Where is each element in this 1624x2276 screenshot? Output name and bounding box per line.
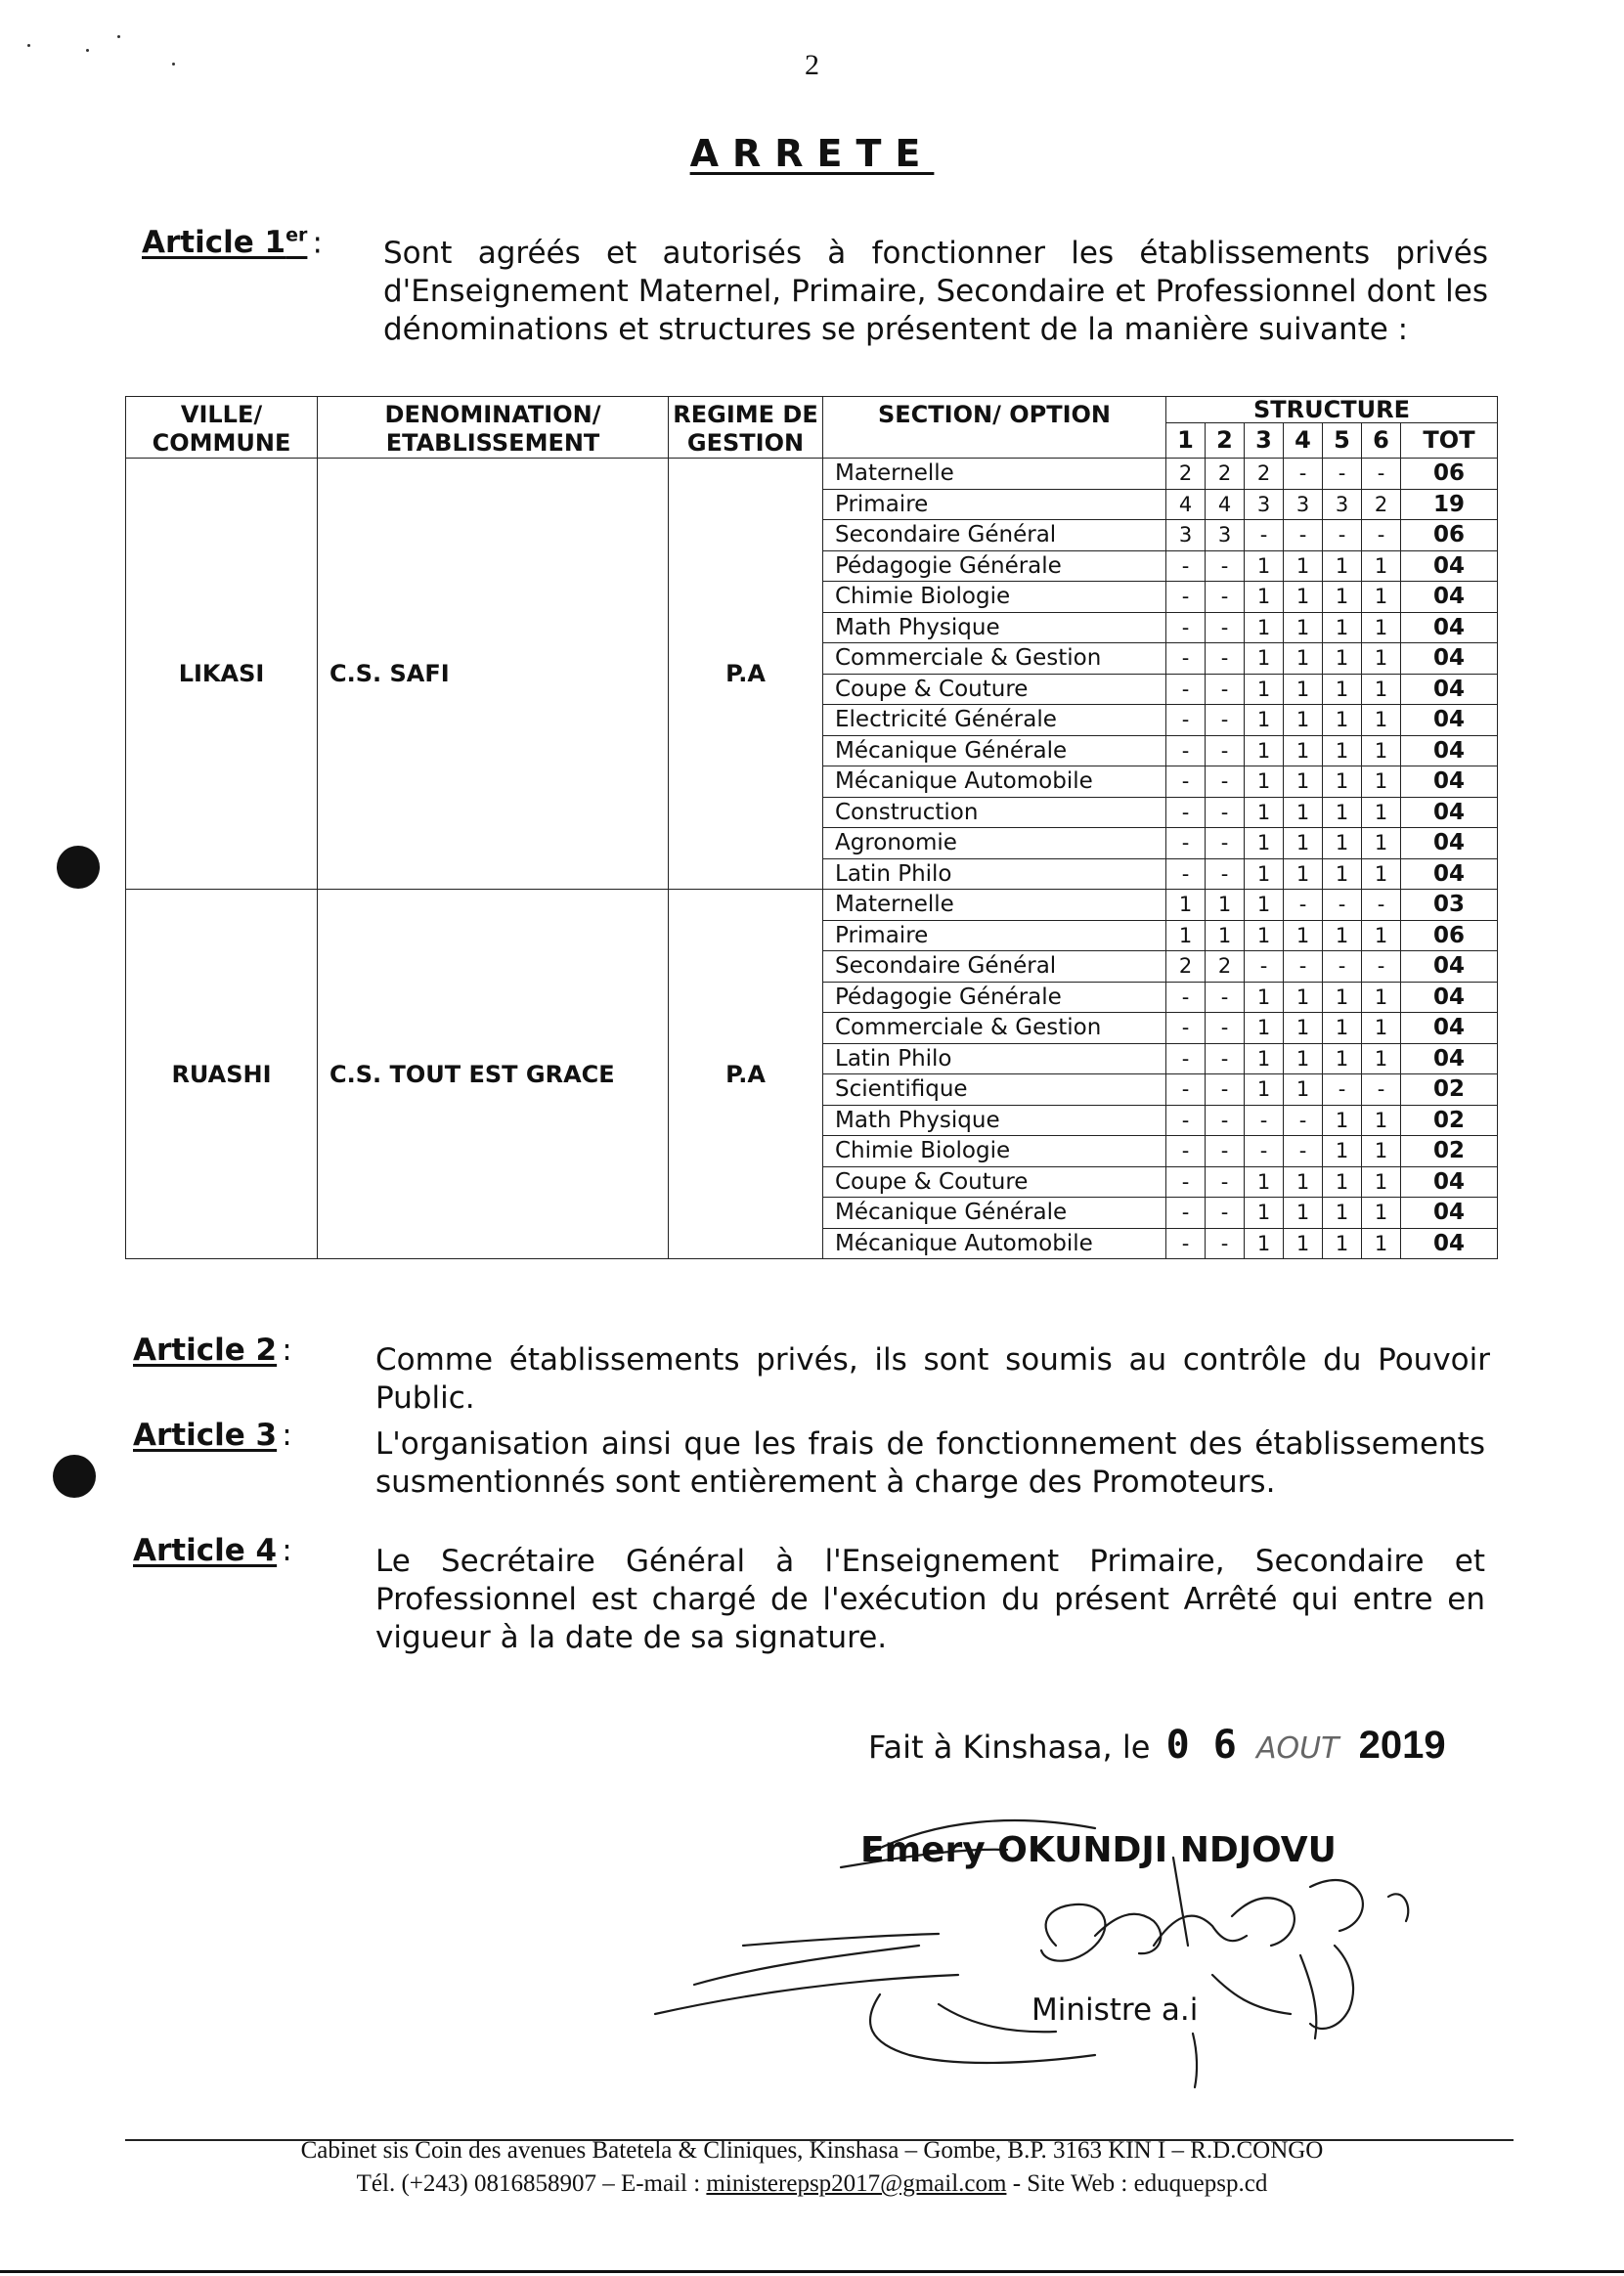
date-month-stamp: AOUT — [1255, 1731, 1339, 1766]
section-option-cell: Construction — [823, 797, 1166, 828]
structure-count-cell: - — [1206, 1136, 1245, 1167]
structure-total-cell: 04 — [1401, 1228, 1498, 1259]
structure-count-cell: - — [1362, 890, 1401, 921]
structure-count-cell: - — [1166, 1136, 1206, 1167]
structure-count-cell: 1 — [1245, 1013, 1284, 1044]
structure-count-cell: 1 — [1245, 1198, 1284, 1229]
structure-count-cell: - — [1206, 705, 1245, 736]
structure-count-cell: - — [1284, 459, 1323, 490]
structure-count-cell: - — [1284, 1136, 1323, 1167]
structure-count-cell: 1 — [1206, 920, 1245, 951]
structure-count-cell: 1 — [1284, 1013, 1323, 1044]
structure-count-cell: 1 — [1284, 612, 1323, 643]
section-option-cell: Pédagogie Générale — [823, 982, 1166, 1013]
article-2-colon: : — [282, 1333, 292, 1368]
section-option-cell: Commerciale & Gestion — [823, 643, 1166, 675]
footer-phone: Tél. (+243) 0816858907 – E-mail : — [356, 2170, 701, 2197]
structure-count-cell: - — [1206, 1105, 1245, 1136]
section-option-cell: Mécanique Automobile — [823, 1228, 1166, 1259]
table-row — [126, 459, 1498, 490]
header-structure: STRUCTURE — [1166, 397, 1498, 423]
structure-count-cell: 1 — [1362, 1166, 1401, 1198]
structure-count-cell: 2 — [1206, 459, 1245, 490]
structure-count-cell: 1 — [1362, 1136, 1401, 1167]
section-option-cell: Maternelle — [823, 459, 1166, 490]
structure-count-cell: 2 — [1166, 951, 1206, 983]
structure-count-cell: - — [1206, 1166, 1245, 1198]
article-4-label: Article 4 — [133, 1533, 278, 1568]
structure-total-cell: 06 — [1401, 459, 1498, 490]
article-1-text: Sont agréés et autorisés à fonctionner les établissements privés d'Enseignement Maternel, Primaire, Secondaire et Professionnel dont les dénominations et structures se présentent de la manière suivante : — [383, 236, 1488, 347]
header-col-4: 4 — [1284, 423, 1323, 459]
structure-count-cell: 1 — [1284, 582, 1323, 613]
structure-count-cell: - — [1206, 1228, 1245, 1259]
structure-total-cell: 04 — [1401, 828, 1498, 859]
structure-count-cell: 1 — [1284, 1228, 1323, 1259]
structure-count-cell: 1 — [1362, 766, 1401, 798]
structure-count-cell: 1 — [1362, 582, 1401, 613]
structure-count-cell: 1 — [1284, 766, 1323, 798]
structure-total-cell: 04 — [1401, 797, 1498, 828]
structure-count-cell: 1 — [1284, 550, 1323, 582]
signer-name: Emery OKUNDJI NDJOVU — [860, 1830, 1337, 1870]
footer-email-link[interactable]: ministerepsp2017@gmail.com — [706, 2170, 1007, 2197]
section-option-cell: Maternelle — [823, 890, 1166, 921]
structure-count-cell: - — [1362, 520, 1401, 551]
section-option-cell: Scientifique — [823, 1074, 1166, 1106]
structure-count-cell: 1 — [1245, 982, 1284, 1013]
structure-total-cell: 04 — [1401, 951, 1498, 983]
structure-count-cell: 1 — [1323, 1043, 1362, 1074]
header-section: SECTION/ OPTION — [823, 397, 1166, 459]
structure-count-cell: 1 — [1362, 1013, 1401, 1044]
structure-count-cell: - — [1284, 1105, 1323, 1136]
scan-speck — [117, 35, 120, 38]
structure-total-cell: 04 — [1401, 705, 1498, 736]
structure-count-cell: 1 — [1362, 797, 1401, 828]
structure-count-cell: - — [1206, 828, 1245, 859]
section-option-cell: Primaire — [823, 489, 1166, 520]
header-col-tot: TOT — [1401, 423, 1498, 459]
structure-count-cell: - — [1166, 705, 1206, 736]
structure-count-cell: 2 — [1245, 459, 1284, 490]
structure-total-cell: 04 — [1401, 735, 1498, 766]
structure-count-cell: 1 — [1245, 1228, 1284, 1259]
structure-count-cell: - — [1206, 550, 1245, 582]
structure-count-cell: 1 — [1284, 674, 1323, 705]
footer-website: - Site Web : eduquepsp.cd — [1012, 2170, 1268, 2197]
structure-count-cell: - — [1323, 951, 1362, 983]
structure-total-cell: 04 — [1401, 550, 1498, 582]
structure-count-cell: 1 — [1245, 1043, 1284, 1074]
structure-count-cell: - — [1284, 951, 1323, 983]
school-name: C.S. TOUT EST GRACE — [318, 890, 669, 1259]
structure-count-cell: 1 — [1245, 797, 1284, 828]
structure-count-cell: 1 — [1323, 797, 1362, 828]
structure-count-cell: 1 — [1206, 890, 1245, 921]
structure-total-cell: 04 — [1401, 982, 1498, 1013]
structure-count-cell: 1 — [1323, 828, 1362, 859]
structure-count-cell: 3 — [1166, 520, 1206, 551]
structure-count-cell: 1 — [1166, 890, 1206, 921]
article-2-text: Comme établissements privés, ils sont soumis au contrôle du Pouvoir Public. — [375, 1342, 1490, 1416]
structure-count-cell: 1 — [1323, 982, 1362, 1013]
section-option-cell: Latin Philo — [823, 1043, 1166, 1074]
section-option-cell: Chimie Biologie — [823, 1136, 1166, 1167]
structure-count-cell: - — [1166, 1198, 1206, 1229]
structure-count-cell: - — [1323, 459, 1362, 490]
structure-count-cell: 1 — [1245, 705, 1284, 736]
header-name: DENOMINATION/ ETABLISSEMENT — [318, 397, 669, 459]
structure-count-cell: - — [1206, 1198, 1245, 1229]
structure-count-cell: - — [1206, 982, 1245, 1013]
structure-count-cell: 1 — [1323, 766, 1362, 798]
school-city: LIKASI — [126, 459, 318, 890]
structure-count-cell: - — [1166, 550, 1206, 582]
section-option-cell: Math Physique — [823, 612, 1166, 643]
structure-count-cell: - — [1362, 951, 1401, 983]
structure-count-cell: - — [1166, 982, 1206, 1013]
structure-count-cell: 1 — [1323, 920, 1362, 951]
structure-count-cell: - — [1323, 1074, 1362, 1106]
article-1-label: Article 1er — [142, 225, 308, 261]
structure-count-cell: 1 — [1362, 735, 1401, 766]
structure-count-cell: 1 — [1362, 858, 1401, 890]
page-number: 2 — [805, 49, 819, 81]
structure-count-cell: 1 — [1323, 612, 1362, 643]
structure-count-cell: 1 — [1284, 1043, 1323, 1074]
structure-count-cell: - — [1166, 797, 1206, 828]
place-and-date — [868, 1723, 1446, 1768]
article-3-text: L'organisation ainsi que les frais de fonctionnement des établissements susmentionnés sont entièrement à charge des Promoteurs. — [375, 1426, 1485, 1500]
article-3-colon: : — [282, 1418, 292, 1453]
structure-count-cell: 3 — [1245, 489, 1284, 520]
structure-count-cell: - — [1206, 1074, 1245, 1106]
structure-count-cell: - — [1166, 858, 1206, 890]
structure-count-cell: - — [1166, 1043, 1206, 1074]
section-option-cell: Math Physique — [823, 1105, 1166, 1136]
structure-total-cell: 04 — [1401, 858, 1498, 890]
signer-role: Ministre a.i — [1031, 1992, 1199, 2028]
structure-count-cell: 1 — [1323, 550, 1362, 582]
structure-count-cell: - — [1206, 1043, 1245, 1074]
scan-speck — [27, 44, 30, 47]
structure-count-cell: 3 — [1206, 520, 1245, 551]
structure-count-cell: - — [1362, 1074, 1401, 1106]
structure-count-cell: 1 — [1323, 643, 1362, 675]
structure-count-cell: 1 — [1245, 1166, 1284, 1198]
structure-count-cell: - — [1206, 766, 1245, 798]
structure-count-cell: 1 — [1362, 1043, 1401, 1074]
structure-count-cell: 1 — [1323, 1166, 1362, 1198]
table-row — [126, 890, 1498, 921]
structure-total-cell: 04 — [1401, 643, 1498, 675]
structure-total-cell: 04 — [1401, 674, 1498, 705]
place-text: Fait à Kinshasa, le — [868, 1729, 1151, 1766]
structure-count-cell: - — [1245, 1105, 1284, 1136]
structure-count-cell: 2 — [1206, 951, 1245, 983]
table-body — [126, 459, 1498, 1259]
structure-count-cell: 1 — [1245, 674, 1284, 705]
article-1-heading — [142, 225, 323, 260]
structure-count-cell: 1 — [1245, 890, 1284, 921]
article-3-label: Article 3 — [133, 1418, 278, 1453]
date-day-stamp: 0 6 — [1165, 1723, 1237, 1768]
structure-count-cell: 1 — [1284, 982, 1323, 1013]
structure-count-cell: 1 — [1323, 1136, 1362, 1167]
structure-count-cell: 1 — [1245, 766, 1284, 798]
structure-count-cell: - — [1323, 520, 1362, 551]
structure-count-cell: - — [1206, 858, 1245, 890]
structure-count-cell: 1 — [1362, 674, 1401, 705]
structure-count-cell: 1 — [1245, 1074, 1284, 1106]
school-city: RUASHI — [126, 890, 318, 1259]
structure-total-cell: 02 — [1401, 1136, 1498, 1167]
structure-total-cell: 04 — [1401, 1013, 1498, 1044]
structure-count-cell: 1 — [1284, 1198, 1323, 1229]
structure-count-cell: - — [1206, 797, 1245, 828]
structure-count-cell: - — [1166, 1166, 1206, 1198]
structure-total-cell: 02 — [1401, 1074, 1498, 1106]
structure-total-cell: 04 — [1401, 1198, 1498, 1229]
article-2-label: Article 2 — [133, 1333, 278, 1368]
structure-count-cell: 4 — [1206, 489, 1245, 520]
structure-count-cell: 1 — [1362, 612, 1401, 643]
structure-total-cell: 19 — [1401, 489, 1498, 520]
structure-total-cell: 04 — [1401, 1043, 1498, 1074]
structure-count-cell: 1 — [1323, 705, 1362, 736]
structure-count-cell: 1 — [1362, 828, 1401, 859]
structure-count-cell: 1 — [1323, 1013, 1362, 1044]
structure-count-cell: 3 — [1323, 489, 1362, 520]
structure-count-cell: - — [1166, 1228, 1206, 1259]
structure-count-cell: - — [1245, 1136, 1284, 1167]
structure-count-cell: - — [1166, 612, 1206, 643]
header-col-1: 1 — [1166, 423, 1206, 459]
structure-total-cell: 04 — [1401, 1166, 1498, 1198]
section-option-cell: Secondaire Général — [823, 520, 1166, 551]
structure-count-cell: - — [1245, 951, 1284, 983]
structure-count-cell: 1 — [1323, 582, 1362, 613]
footer-address: Cabinet sis Coin des avenues Batetela & Cliniques, Kinshasa – Gombe, B.P. 3163 KIN I – R.D.CONGO — [300, 2137, 1324, 2164]
structure-count-cell: 1 — [1284, 920, 1323, 951]
article-3-heading — [133, 1418, 292, 1453]
structure-count-cell: - — [1166, 582, 1206, 613]
section-option-cell: Agronomie — [823, 828, 1166, 859]
section-option-cell: Commerciale & Gestion — [823, 1013, 1166, 1044]
structure-count-cell: - — [1166, 643, 1206, 675]
section-option-cell: Mécanique Automobile — [823, 766, 1166, 798]
structure-count-cell: - — [1362, 459, 1401, 490]
structure-count-cell: - — [1284, 520, 1323, 551]
section-option-cell: Electricité Générale — [823, 705, 1166, 736]
article-2-heading — [133, 1333, 292, 1368]
structure-count-cell: 4 — [1166, 489, 1206, 520]
structure-count-cell: 1 — [1245, 920, 1284, 951]
structure-count-cell: - — [1206, 735, 1245, 766]
section-option-cell: Mécanique Générale — [823, 735, 1166, 766]
section-option-cell: Secondaire Général — [823, 951, 1166, 983]
school-name: C.S. SAFI — [318, 459, 669, 890]
school-regime: P.A — [669, 890, 823, 1259]
structure-count-cell: 2 — [1166, 459, 1206, 490]
structure-count-cell: - — [1166, 766, 1206, 798]
structure-total-cell: 04 — [1401, 766, 1498, 798]
structure-count-cell: 1 — [1284, 1074, 1323, 1106]
article-4-colon: : — [282, 1533, 292, 1568]
section-option-cell: Chimie Biologie — [823, 582, 1166, 613]
structure-count-cell: 1 — [1323, 858, 1362, 890]
structure-count-cell: - — [1166, 735, 1206, 766]
article-4-heading — [133, 1533, 292, 1568]
article-4-text: Le Secrétaire Général à l'Enseignement Primaire, Secondaire et Professionnel est chargé de l'exécution du présent Arrêté qui entre en vigueur à la date de sa signature. — [375, 1544, 1485, 1655]
structure-count-cell: - — [1166, 674, 1206, 705]
structure-count-cell: 1 — [1362, 1105, 1401, 1136]
section-option-cell: Pédagogie Générale — [823, 550, 1166, 582]
structure-count-cell: - — [1323, 890, 1362, 921]
header-col-5: 5 — [1323, 423, 1362, 459]
structure-total-cell: 02 — [1401, 1105, 1498, 1136]
structure-count-cell: 1 — [1323, 1198, 1362, 1229]
structure-count-cell: 1 — [1245, 858, 1284, 890]
structure-count-cell: 1 — [1362, 1198, 1401, 1229]
punch-hole — [53, 1455, 96, 1498]
structure-count-cell: - — [1166, 828, 1206, 859]
structure-count-cell: 3 — [1284, 489, 1323, 520]
header-col-2: 2 — [1206, 423, 1245, 459]
structure-count-cell: 1 — [1245, 582, 1284, 613]
page-bottom-edge — [0, 2270, 1624, 2273]
structure-count-cell: 2 — [1362, 489, 1401, 520]
structure-count-cell: - — [1206, 1013, 1245, 1044]
structure-count-cell: 1 — [1284, 705, 1323, 736]
structure-count-cell: 1 — [1284, 643, 1323, 675]
structure-total-cell: 06 — [1401, 520, 1498, 551]
schools-structure-table — [125, 396, 1498, 1259]
structure-count-cell: 1 — [1284, 828, 1323, 859]
structure-count-cell: - — [1206, 674, 1245, 705]
structure-count-cell: 1 — [1362, 1228, 1401, 1259]
structure-count-cell: 1 — [1323, 735, 1362, 766]
structure-count-cell: - — [1206, 612, 1245, 643]
school-regime: P.A — [669, 459, 823, 890]
structure-total-cell: 04 — [1401, 612, 1498, 643]
structure-count-cell: 1 — [1245, 643, 1284, 675]
structure-count-cell: 1 — [1166, 920, 1206, 951]
structure-count-cell: 1 — [1245, 612, 1284, 643]
structure-count-cell: 1 — [1245, 550, 1284, 582]
structure-count-cell: 1 — [1284, 1166, 1323, 1198]
structure-count-cell: 1 — [1362, 982, 1401, 1013]
structure-count-cell: - — [1284, 890, 1323, 921]
header-city: VILLE/ COMMUNE — [126, 397, 318, 459]
structure-count-cell: - — [1166, 1013, 1206, 1044]
section-option-cell: Latin Philo — [823, 858, 1166, 890]
structure-count-cell: 1 — [1284, 858, 1323, 890]
section-option-cell: Primaire — [823, 920, 1166, 951]
structure-count-cell: 1 — [1323, 1105, 1362, 1136]
structure-count-cell: 1 — [1245, 828, 1284, 859]
structure-count-cell: 1 — [1362, 705, 1401, 736]
structure-count-cell: 1 — [1323, 674, 1362, 705]
date-year-stamp: 2019 — [1358, 1724, 1446, 1767]
header-col-6: 6 — [1362, 423, 1401, 459]
structure-count-cell: 1 — [1362, 550, 1401, 582]
structure-count-cell: 1 — [1362, 920, 1401, 951]
structure-count-cell: 1 — [1284, 735, 1323, 766]
header-regime: REGIME DE GESTION — [669, 397, 823, 459]
section-option-cell: Mécanique Générale — [823, 1198, 1166, 1229]
punch-hole — [57, 846, 100, 889]
structure-total-cell: 04 — [1401, 582, 1498, 613]
structure-total-cell: 06 — [1401, 920, 1498, 951]
structure-count-cell: - — [1206, 643, 1245, 675]
structure-count-cell: - — [1206, 582, 1245, 613]
structure-count-cell: - — [1166, 1074, 1206, 1106]
structure-count-cell: 1 — [1284, 797, 1323, 828]
structure-count-cell: - — [1166, 1105, 1206, 1136]
structure-count-cell: - — [1245, 520, 1284, 551]
structure-total-cell: 03 — [1401, 890, 1498, 921]
structure-count-cell: 1 — [1323, 1228, 1362, 1259]
structure-count-cell: 1 — [1245, 735, 1284, 766]
schools-table — [125, 396, 1498, 1259]
header-col-3: 3 — [1245, 423, 1284, 459]
structure-count-cell: 1 — [1362, 643, 1401, 675]
section-option-cell: Coupe & Couture — [823, 674, 1166, 705]
document-title: ARRETE — [689, 132, 935, 175]
article-1-colon: : — [312, 225, 323, 261]
footer-contact — [0, 2170, 1624, 2198]
section-option-cell: Coupe & Couture — [823, 1166, 1166, 1198]
